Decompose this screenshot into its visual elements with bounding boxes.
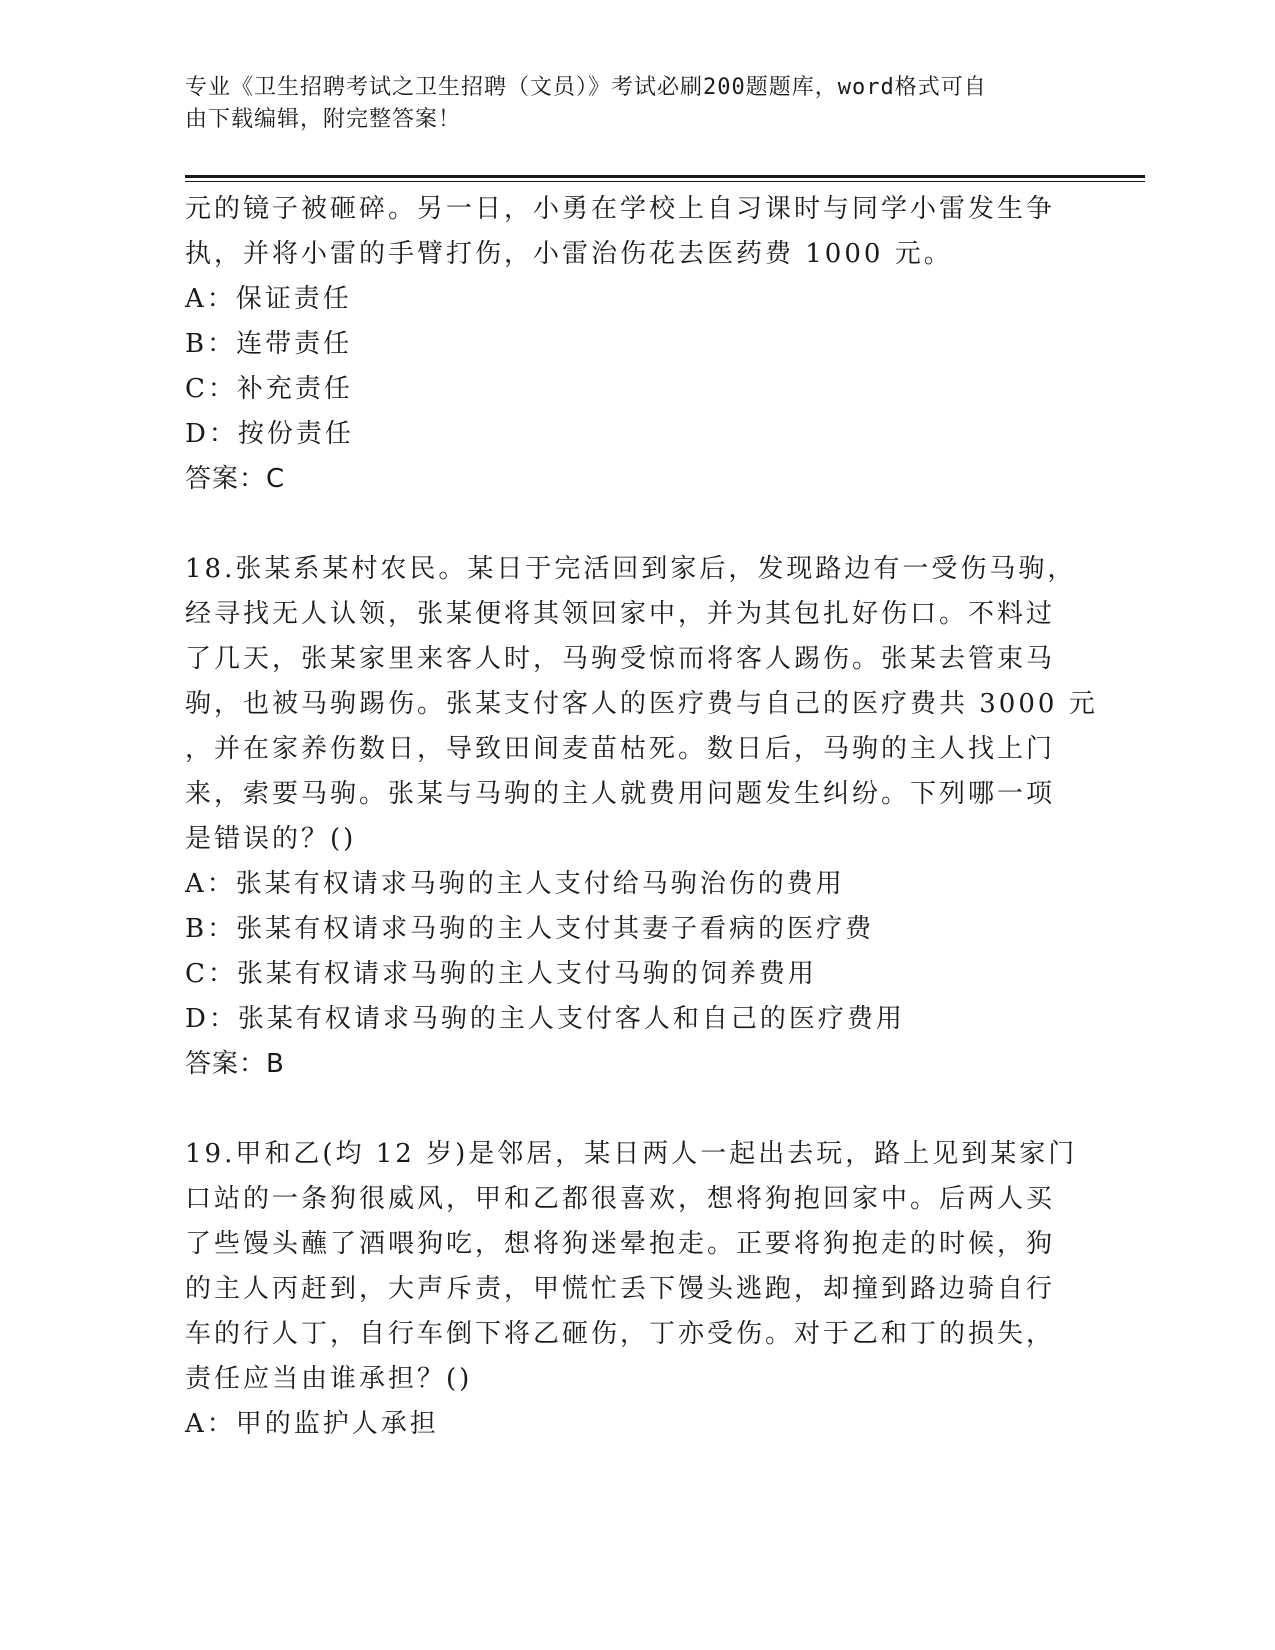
page-header: [185, 72, 1065, 136]
question-17-tail: [185, 187, 1065, 502]
question-text-line: 驹，也被马驹踢伤。张某支付客人的医疗费与自己的医疗费共 3000 元: [185, 689, 1098, 719]
option-c: C：补充责任: [185, 374, 353, 404]
question-text-line: 了些馒头蘸了酒喂狗吃，想将狗迷晕抱走。正要将狗抱走的时候，狗: [185, 1229, 1056, 1259]
option-a: A：张某有权请求马驹的主人支付给马驹治伤的费用: [185, 869, 845, 899]
question-18: [185, 547, 1098, 1087]
option-a: A：保证责任: [185, 284, 352, 314]
option-d: D：按份责任: [185, 419, 354, 449]
answer-label: 答案：B: [185, 1049, 285, 1079]
header-divider-thin: [185, 181, 1145, 182]
question-text-line: 经寻找无人认领，张某便将其领回家中，并为其包扎好伤口。不料过: [185, 599, 1056, 629]
document-body: [185, 187, 1098, 1447]
answer-label: 答案：C: [185, 464, 286, 494]
header-line-1: 专业《卫生招聘考试之卫生招聘（文员）》考试必刷200题题库，word格式可自: [185, 75, 987, 100]
question-text-line: 元的镜子被砸碎。另一日，小勇在学校上自习课时与同学小雷发生争: [185, 194, 1056, 224]
question-19: [185, 1132, 1078, 1447]
question-text-line: 19.甲和乙(均 12 岁)是邻居，某日两人一起出去玩，路上见到某家门: [185, 1139, 1078, 1169]
option-b: B：张某有权请求马驹的主人支付其妻子看病的医疗费: [185, 914, 875, 944]
question-text-line: 18.张某系某村农民。某日于完活回到家后，发现路边有一受伤马驹，: [185, 554, 1077, 584]
header-divider-thick: [185, 175, 1145, 178]
option-a: A：甲的监护人承担: [185, 1409, 439, 1439]
question-text-line: 执，并将小雷的手臂打伤，小雷治伤花去医药费 1000 元。: [185, 239, 953, 269]
question-text-line: 是错误的？(): [185, 824, 357, 854]
question-text-line: ，并在家养伤数日，导致田间麦苗枯死。数日后，马驹的主人找上门: [185, 734, 1056, 764]
header-line-2: 由下载编辑，附完整答案！: [185, 107, 462, 132]
spacer: [185, 1087, 1065, 1132]
option-b: B：连带责任: [185, 329, 353, 359]
question-text-line: 来，索要马驹。张某与马驹的主人就费用问题发生纠纷。下列哪一项: [185, 779, 1056, 809]
question-text-line: 了几天，张某家里来客人时，马驹受惊而将客人踢伤。张某去管束马: [185, 644, 1056, 674]
question-text-line: 责任应当由谁承担？(): [185, 1364, 473, 1394]
option-c: C：张某有权请求马驹的主人支付马驹的饲养费用: [185, 959, 817, 989]
question-text-line: 口站的一条狗很威风，甲和乙都很喜欢，想将狗抱回家中。后两人买: [185, 1184, 1056, 1214]
question-text-line: 的主人丙赶到，大声斥责，甲慌忙丢下馒头逃跑，却撞到路边骑自行: [185, 1274, 1056, 1304]
option-d: D：张某有权请求马驹的主人支付客人和自己的医疗费用: [185, 1004, 905, 1034]
spacer: [185, 502, 1065, 547]
question-text-line: 车的行人丁，自行车倒下将乙砸伤，丁亦受伤。对于乙和丁的损失，: [185, 1319, 1056, 1349]
